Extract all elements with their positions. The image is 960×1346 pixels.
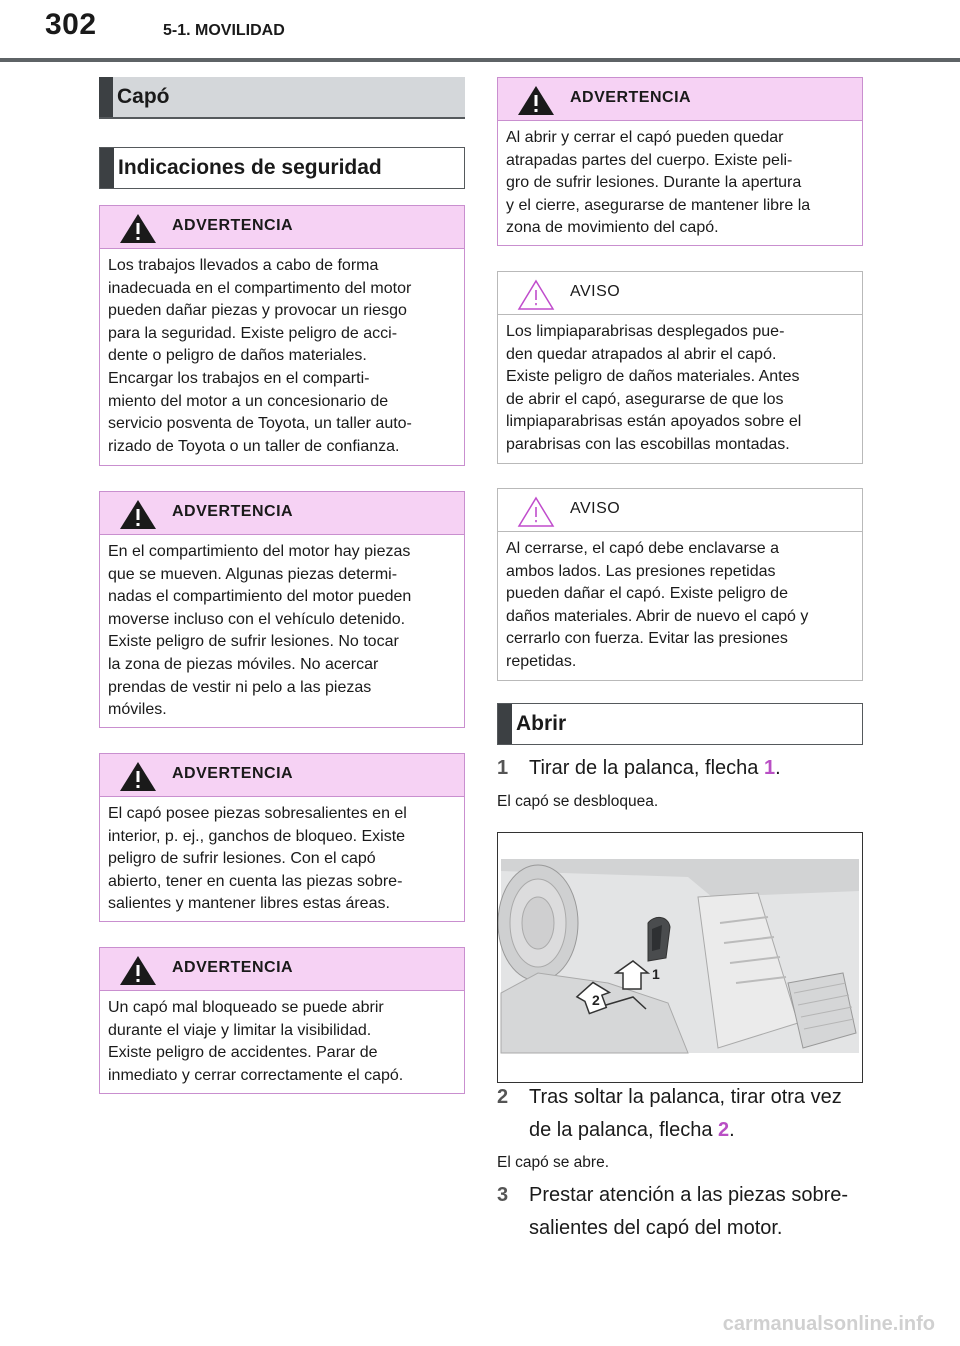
text-line: parabrisas con las escobillas montadas. bbox=[506, 435, 790, 453]
text-line: atrapadas partes del cuerpo. Existe peli- bbox=[506, 151, 793, 169]
text-line: y el cierre, asegurarse de mantener libre la bbox=[506, 196, 811, 214]
section-bar bbox=[99, 77, 113, 117]
notice-header bbox=[498, 489, 862, 532]
text-line: abierto, tener en cuenta las piezas sobre- bbox=[108, 872, 403, 890]
warning-header bbox=[100, 206, 464, 249]
warning-triangle-icon bbox=[118, 212, 158, 244]
section-bar bbox=[100, 148, 114, 188]
warning-triangle-icon bbox=[118, 954, 158, 986]
arrow-reference: 1 bbox=[763, 757, 776, 779]
text-line: Al abrir y cerrar el capó pueden quedar bbox=[506, 129, 784, 146]
step-1 bbox=[497, 752, 863, 785]
section-title: Indicaciones de seguridad bbox=[118, 156, 382, 179]
section-title: Abrir bbox=[516, 712, 567, 735]
warning-title: ADVERTENCIA bbox=[172, 959, 294, 976]
step-text-end: . bbox=[775, 757, 781, 779]
step-number: 2 bbox=[497, 1086, 509, 1108]
notice-box bbox=[497, 271, 863, 464]
warning-text bbox=[100, 797, 464, 924]
text-line: rizado de Toyota o un taller de confianza. bbox=[108, 437, 400, 455]
text-line: cerrarlo con fuerza. Evitar las presiones bbox=[506, 630, 788, 648]
arrow-reference: 2 bbox=[718, 1119, 730, 1141]
warning-box bbox=[99, 491, 465, 728]
step-number: 3 bbox=[497, 1184, 509, 1206]
notice-text bbox=[498, 532, 862, 682]
text-line: Los trabajos llevados a cabo de forma bbox=[108, 257, 379, 274]
header-divider bbox=[0, 58, 960, 62]
warning-title: ADVERTENCIA bbox=[172, 217, 294, 234]
step-note: El capó se abre. bbox=[497, 1154, 610, 1171]
chapter-title: 5-1. MOVILIDAD bbox=[163, 22, 285, 39]
warning-header bbox=[100, 948, 464, 991]
text-line: interior, p. ej., ganchos de bloqueo. Existe bbox=[108, 827, 406, 845]
text-line: que se mueven. Algunas piezas determi- bbox=[108, 565, 398, 583]
text-line: Un capó mal bloqueado se puede abrir bbox=[108, 999, 384, 1016]
step-text: salientes del capó del motor. bbox=[529, 1217, 783, 1239]
text-line: pueden dañar el capó. Existe peligro de bbox=[506, 585, 788, 603]
warning-triangle-icon bbox=[118, 760, 158, 792]
text-line: móviles. bbox=[108, 701, 167, 719]
watermark: carmanualsonline.info bbox=[722, 1313, 935, 1335]
text-line: ambos lados. Las presiones repetidas bbox=[506, 562, 776, 580]
arrow-label-1: 1 bbox=[652, 966, 660, 982]
text-line: dente o peligro de daños materiales. bbox=[108, 347, 367, 365]
text-line: servicio posventa de Toyota, un taller auto- bbox=[108, 415, 412, 433]
warning-triangle-icon bbox=[118, 498, 158, 530]
warning-text bbox=[100, 991, 464, 1095]
step-3 bbox=[497, 1179, 863, 1245]
arrow-label-2: 2 bbox=[592, 992, 600, 1008]
caution-triangle-icon bbox=[516, 495, 556, 527]
text-line: salientes y mantener libres estas áreas. bbox=[108, 895, 390, 913]
warning-text bbox=[498, 121, 862, 248]
text-line: nadas el compartimiento del motor pueden bbox=[108, 588, 412, 606]
text-line: de abrir el capó, asegurarse de que los bbox=[506, 390, 784, 408]
notice-title: AVISO bbox=[570, 500, 621, 517]
hood-release-illustration bbox=[497, 832, 863, 1083]
warning-box bbox=[99, 205, 465, 466]
step-2 bbox=[497, 1081, 863, 1147]
warning-header bbox=[100, 754, 464, 797]
text-line: inadecuada en el compartimento del motor bbox=[108, 279, 412, 297]
section-bar bbox=[498, 704, 512, 744]
text-line: den quedar atrapados al abrir el capó. bbox=[506, 345, 777, 363]
warning-box bbox=[99, 947, 465, 1094]
section-capo bbox=[99, 77, 465, 119]
warning-box bbox=[497, 77, 863, 246]
hood-lever-image bbox=[498, 833, 862, 1082]
text-line: Existe peligro de daños materiales. Antes bbox=[506, 368, 800, 386]
notice-box bbox=[497, 488, 863, 681]
section-title: Capó bbox=[117, 85, 170, 108]
step-text-end: . bbox=[729, 1119, 735, 1141]
text-line: daños materiales. Abrir de nuevo el capó y bbox=[506, 607, 809, 625]
text-line: Existe peligro de sufrir lesiones. No tocar bbox=[108, 633, 399, 651]
text-line: durante el viaje y limitar la visibilidad. bbox=[108, 1021, 372, 1039]
text-line: pueden dañar piezas y provocar un riesgo bbox=[108, 302, 407, 320]
text-line: repetidas. bbox=[506, 652, 577, 670]
notice-text bbox=[498, 315, 862, 465]
step-text-part: de la palanca, flecha bbox=[529, 1119, 719, 1141]
text-line: peligro de sufrir lesiones. Con el capó bbox=[108, 850, 376, 868]
warning-title: ADVERTENCIA bbox=[172, 503, 294, 520]
section-safety bbox=[99, 147, 465, 189]
warning-text bbox=[100, 535, 464, 730]
text-line: prendas de vestir ni pelo a las piezas bbox=[108, 678, 372, 696]
warning-triangle-icon bbox=[516, 84, 556, 116]
text-line: zona de movimiento del capó. bbox=[506, 219, 719, 237]
warning-header bbox=[100, 492, 464, 535]
text-line: gro de sufrir lesiones. Durante la apertura bbox=[506, 174, 802, 192]
step-text-part: Tirar de la palanca, flecha bbox=[529, 757, 764, 779]
text-line: inmediato y cerrar correctamente el capó. bbox=[108, 1066, 404, 1084]
step-number: 1 bbox=[497, 757, 509, 779]
text-line: En el compartimiento del motor hay piezas bbox=[108, 543, 411, 560]
text-line: Existe peligro de accidentes. Parar de bbox=[108, 1044, 378, 1062]
step-text bbox=[529, 1114, 863, 1147]
warning-title: ADVERTENCIA bbox=[172, 765, 294, 782]
warning-text bbox=[100, 249, 464, 466]
step-text bbox=[529, 752, 863, 785]
section-open bbox=[497, 703, 863, 745]
step-note: El capó se desbloquea. bbox=[497, 793, 659, 810]
warning-header bbox=[498, 78, 862, 121]
page-number: 302 bbox=[45, 8, 97, 41]
text-line: limpiaparabrisas están apoyados sobre el bbox=[506, 413, 802, 431]
warning-title: ADVERTENCIA bbox=[570, 89, 692, 106]
text-line: la zona de piezas móviles. No acercar bbox=[108, 655, 379, 673]
notice-title: AVISO bbox=[570, 283, 621, 300]
text-line: para la seguridad. Existe peligro de acci- bbox=[108, 324, 398, 342]
text-line: Los limpiaparabrisas desplegados pue- bbox=[506, 323, 785, 340]
notice-header bbox=[498, 272, 862, 315]
text-line: moverse incluso con el vehículo detenido. bbox=[108, 610, 406, 628]
warning-box bbox=[99, 753, 465, 922]
step-text: Prestar atención a las piezas sobre- bbox=[529, 1184, 849, 1206]
text-line: El capó posee piezas sobresalientes en el bbox=[108, 805, 407, 822]
text-line: Encargar los trabajos en el comparti- bbox=[108, 369, 370, 387]
text-line: Al cerrarse, el capó debe enclavarse a bbox=[506, 540, 780, 557]
step-text: Tras soltar la palanca, tirar otra vez bbox=[529, 1086, 842, 1108]
text-line: miento del motor a un concesionario de bbox=[108, 392, 389, 410]
caution-triangle-icon bbox=[516, 278, 556, 310]
